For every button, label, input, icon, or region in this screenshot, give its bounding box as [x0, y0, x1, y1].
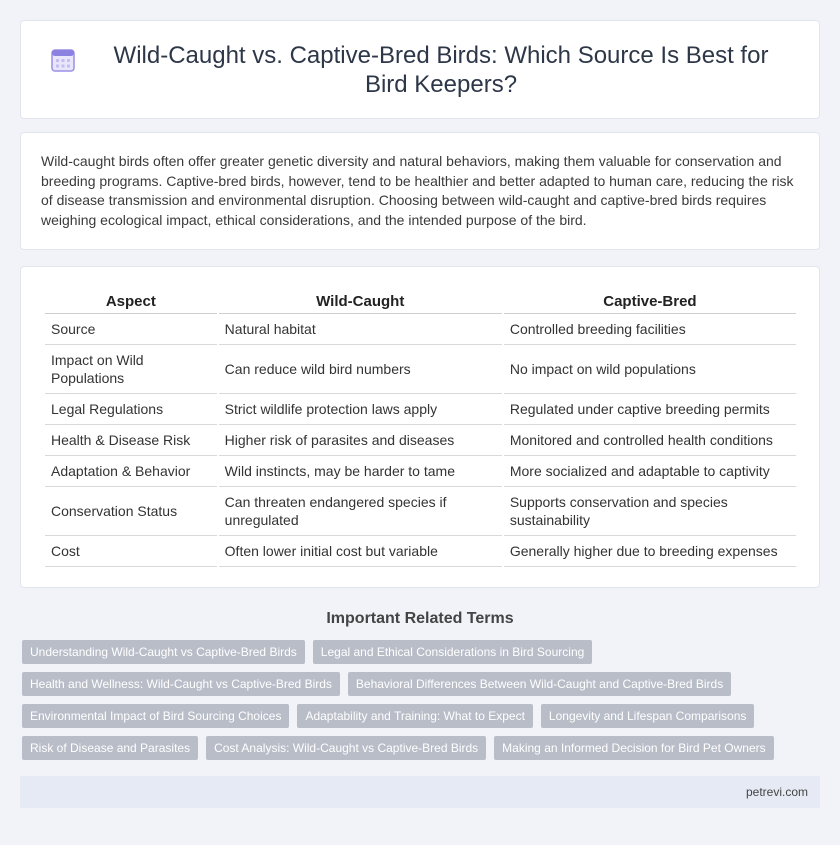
- related-term-tag[interactable]: Risk of Disease and Parasites: [22, 736, 198, 760]
- table-cell: Can threaten endangered species if unregulated: [219, 487, 502, 536]
- related-term-tag[interactable]: Longevity and Lifespan Comparisons: [541, 704, 754, 728]
- table-cell: Natural habitat: [219, 314, 502, 345]
- footer-site-link[interactable]: petrevi.com: [745, 785, 808, 799]
- table-cell: Impact on Wild Populations: [45, 345, 217, 394]
- related-term-tag[interactable]: Health and Wellness: Wild-Caught vs Captive-Bred Birds: [22, 672, 340, 696]
- table-row: [45, 394, 796, 425]
- table-cell: More socialized and adaptable to captivity: [504, 456, 796, 487]
- table-header-row: [45, 287, 796, 314]
- table-row: [45, 314, 796, 345]
- table-cell: Source: [45, 314, 217, 345]
- table-cell: Health & Disease Risk: [45, 425, 217, 456]
- related-term-tag[interactable]: Making an Informed Decision for Bird Pet Owners: [494, 736, 773, 760]
- table-cell: Can reduce wild bird numbers: [219, 345, 502, 394]
- column-header-aspect: Aspect: [45, 287, 217, 314]
- table-cell: Cost: [45, 536, 217, 567]
- table-row: [45, 345, 796, 394]
- intro-paragraph: Wild-caught birds often offer greater genetic diversity and natural behaviors, making them valuable for conservation and breeding programs. Captive-bred birds, however, tend to be healthier and better adapted to human care, reducing the risk of disease transmission and environmental disruption. Choosing between wild-caught and captive-bred birds requires weighing ecological impact, ethical considerations, and the intended purpose of the bird.: [41, 153, 794, 228]
- footer: [20, 776, 820, 808]
- column-header-wild-caught: Wild-Caught: [219, 287, 502, 314]
- table-cell: Generally higher due to breeding expenses: [504, 536, 796, 567]
- calendar-grid-icon: [49, 46, 77, 74]
- table-cell: Often lower initial cost but variable: [219, 536, 502, 567]
- table-cell: Wild instincts, may be harder to tame: [219, 456, 502, 487]
- table-cell: Supports conservation and species sustainability: [504, 487, 796, 536]
- table-cell: Monitored and controlled health conditions: [504, 425, 796, 456]
- title-wrap: [49, 41, 791, 99]
- table-cell: Strict wildlife protection laws apply: [219, 394, 502, 425]
- table-cell: Conservation Status: [45, 487, 217, 536]
- comparison-table-card: [20, 266, 820, 588]
- related-terms-tags: [0, 640, 840, 760]
- table-row: [45, 536, 796, 567]
- table-cell: Legal Regulations: [45, 394, 217, 425]
- table-row: [45, 425, 796, 456]
- table-cell: Controlled breeding facilities: [504, 314, 796, 345]
- related-term-tag[interactable]: Legal and Ethical Considerations in Bird Sourcing: [313, 640, 593, 664]
- header-card: [20, 20, 820, 119]
- intro-card: [20, 132, 820, 250]
- column-header-captive-bred: Captive-Bred: [504, 287, 796, 314]
- table-cell: Regulated under captive breeding permits: [504, 394, 796, 425]
- related-term-tag[interactable]: Adaptability and Training: What to Expect: [297, 704, 532, 728]
- related-term-tag[interactable]: Understanding Wild-Caught vs Captive-Bred Birds: [22, 640, 305, 664]
- table-cell: No impact on wild populations: [504, 345, 796, 394]
- page-title: Wild-Caught vs. Captive-Bred Birds: Which Source Is Best for Bird Keepers?: [113, 41, 769, 98]
- related-term-tag[interactable]: Behavioral Differences Between Wild-Caught and Captive-Bred Birds: [348, 672, 731, 696]
- table-cell: Higher risk of parasites and diseases: [219, 425, 502, 456]
- comparison-table: [43, 287, 798, 567]
- related-term-tag[interactable]: Environmental Impact of Bird Sourcing Choices: [22, 704, 289, 728]
- related-terms-heading: Important Related Terms: [326, 610, 514, 627]
- table-row: [45, 456, 796, 487]
- table-cell: Adaptation & Behavior: [45, 456, 217, 487]
- table-row: [45, 487, 796, 536]
- related-term-tag[interactable]: Cost Analysis: Wild-Caught vs Captive-Bred Birds: [206, 736, 486, 760]
